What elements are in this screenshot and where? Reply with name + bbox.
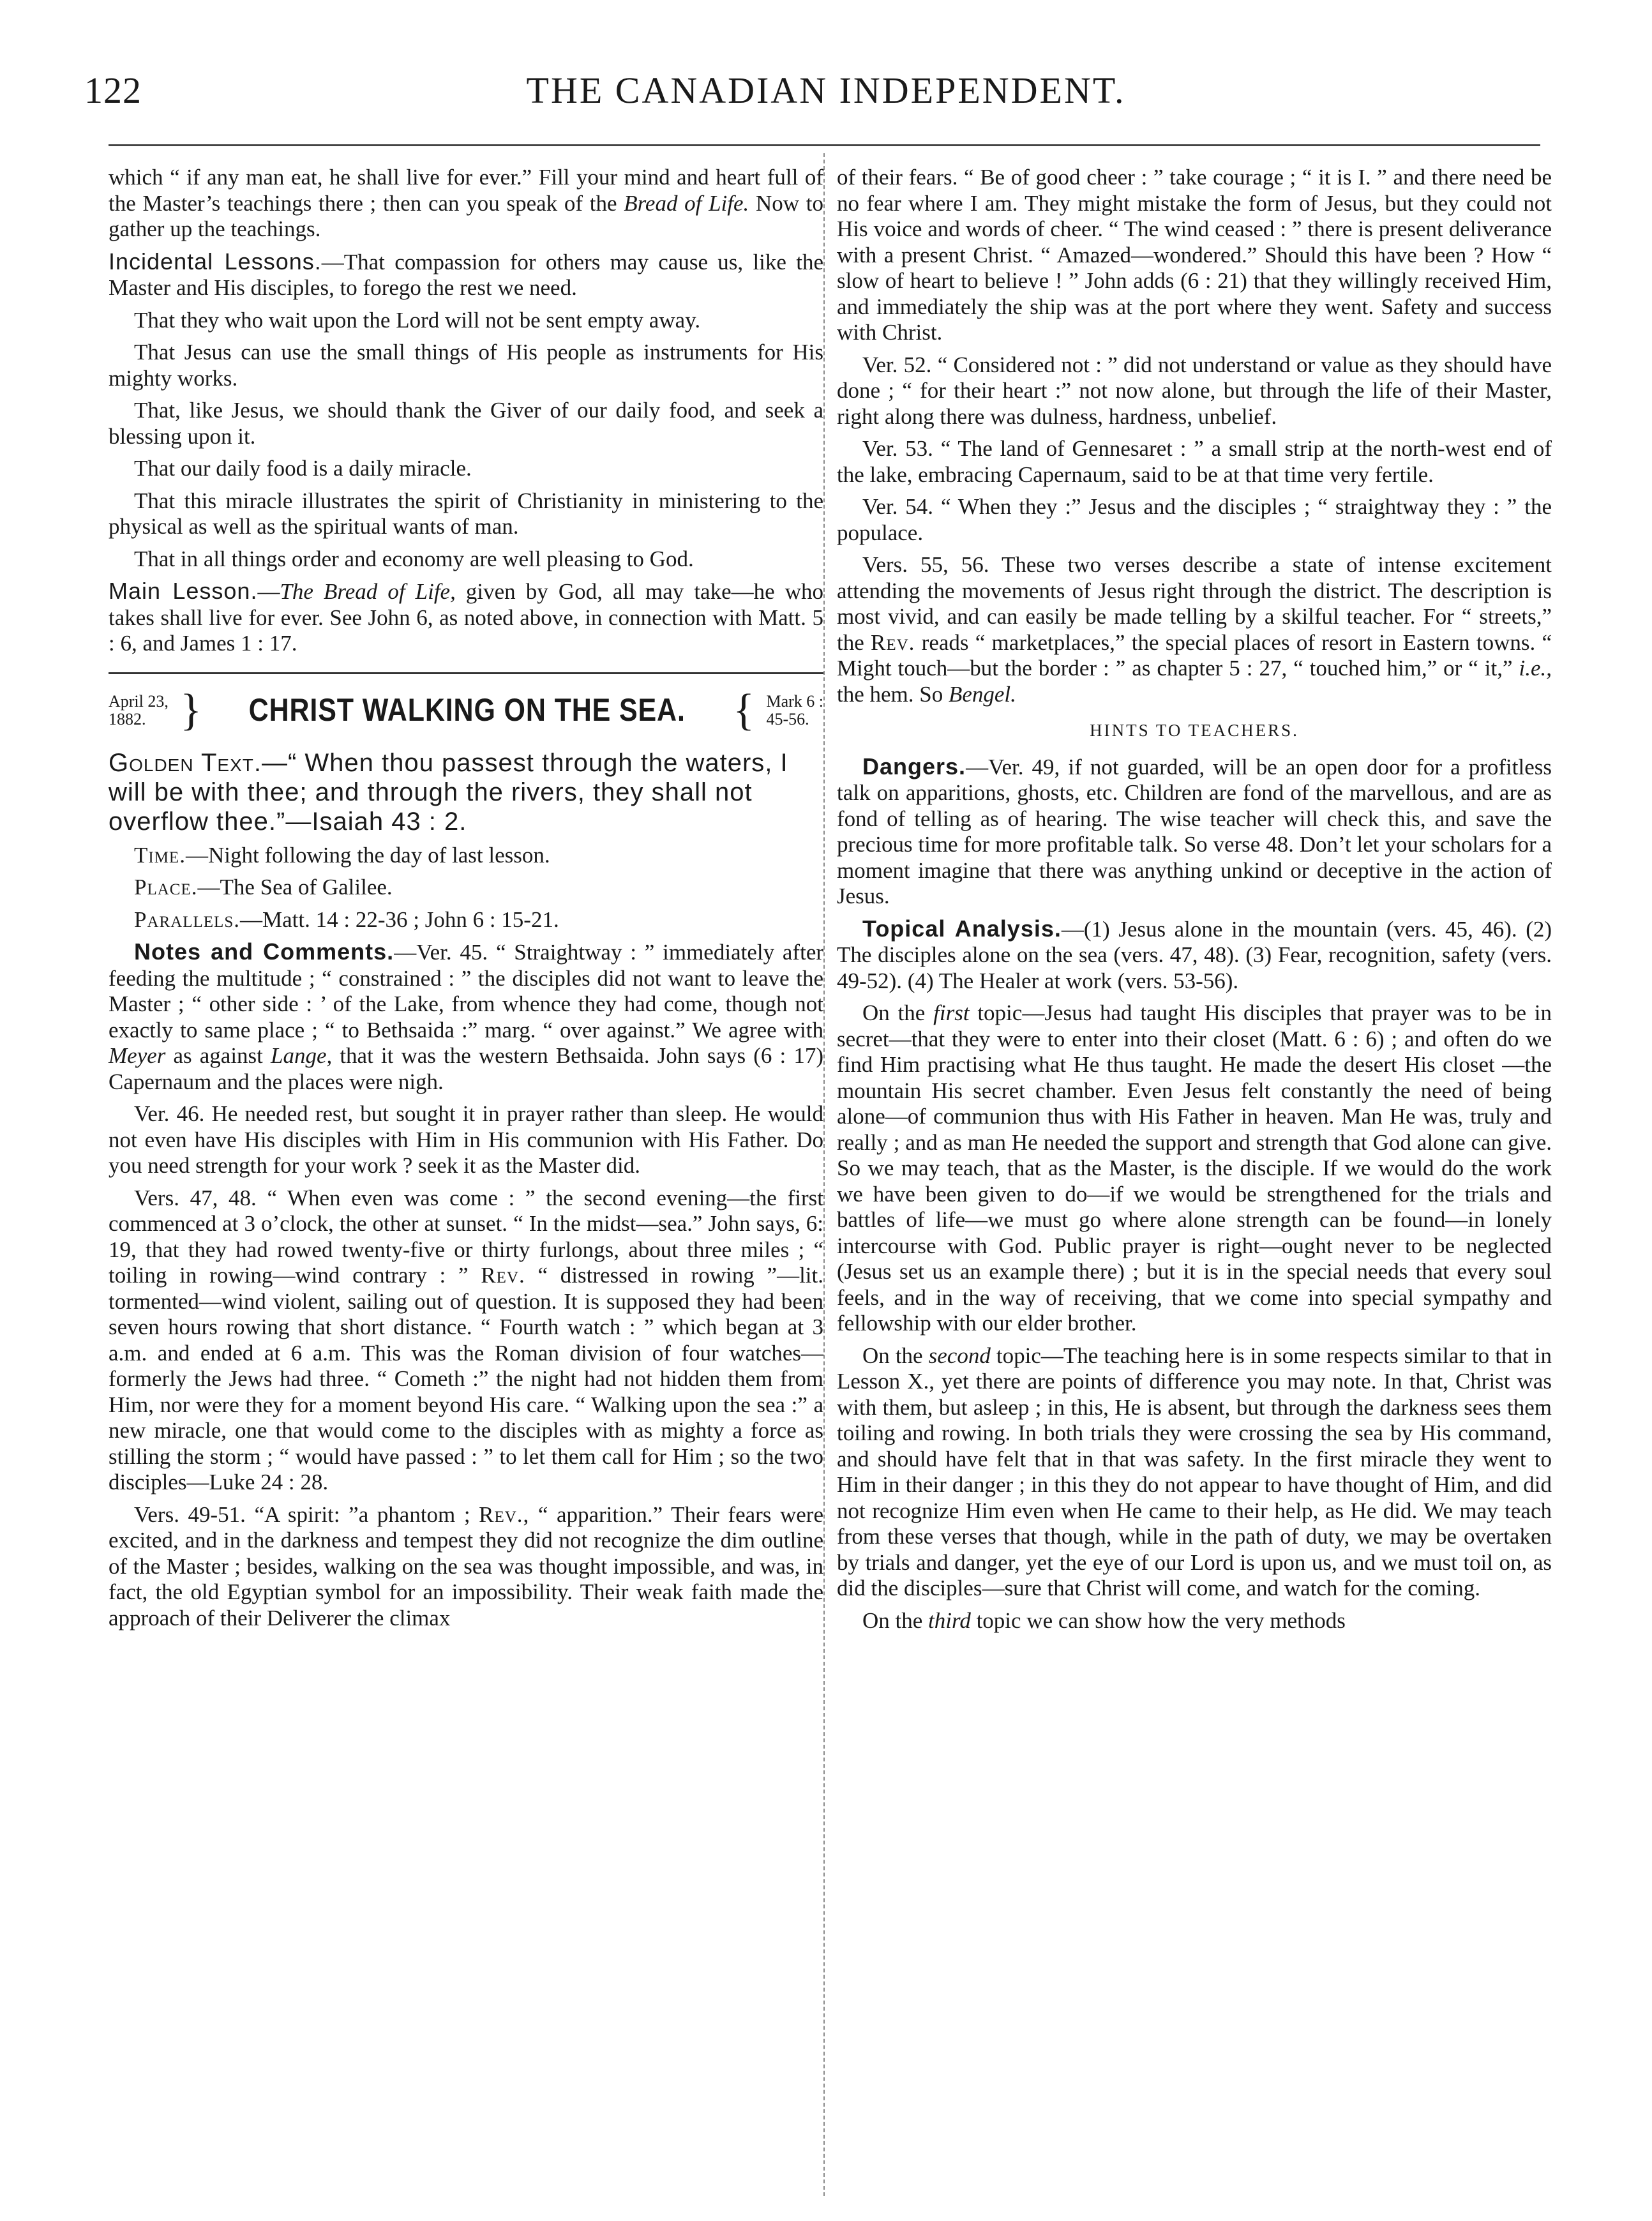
golden-text: Golden Text.—“ When thou passest through the waters, I will be with thee; and through the rivers, they shall not overflow thee.”—Isaiah 43 : 2. <box>109 748 788 836</box>
topical-analysis-heading: Topical Analysis. <box>862 915 1062 942</box>
time-line: Time.—Night following the day of last lesson. <box>134 842 550 868</box>
main-lesson: Main Lesson.—The Bread of Life, given by God, all may take—he who takes shall live for ever. See John 6, as noted above, in connection with Matt. 5 : 6, and James 1 : 17. <box>109 578 823 656</box>
first-topic: On the first topic—Jesus had taught His disciples that prayer was to be in secret—that they were to enter into their closet (Matt. 6 : 6) ; and often do we find Him practising what He thus taught. He made the desert His closet —the mountain His secret chamber. Even Jesus felt constantly the need of being alone—of communion thus with His Father in heaven. Man He was, truly and really ; and as man He needed the support and strength that God alone can give. So we may teach, that as the Master, is the disciple. If we would do the work we have been given to do—if we would be strengthened for the trials and battles of life—we must go where alone strength can be found—in lonely intercourse with God. Public prayer is right—ought never to be neglected (Jesus set us an example there) ; but it is in the special needs that every soul feels, and in the way of receiving, that we come into special sympathy and fellowship with our elder brother. <box>837 1000 1552 1336</box>
brace-glyph: } <box>180 685 202 735</box>
column-divider <box>823 153 825 2196</box>
page-number: 122 <box>84 70 142 111</box>
lesson-item: That, like Jesus, we should thank the Giver of our daily food, and seek a blessing upon it. <box>109 398 823 449</box>
incidental-lessons-heading: Incidental Lessons. <box>109 248 322 275</box>
opening-paragraph: which “ if any man eat, he shall live for ever.” Fill your mind and heart full of the Master’s teachings there ; then can you speak of the Bread of Life. Now to gather up the teachings. <box>109 165 823 241</box>
dangers-paragraph: Dangers.—Ver. 49, if not guarded, will be an open door for a profitless talk on apparitions, ghosts, etc. Children are fond of the marvellous, and are as fond of telling as of hearing. The wise teacher will check this, and save the precious time for more profitable talk. So verse 48. Don’t let your scholars for a moment imagine that there was anything unkind or deceptive in the action of Jesus. <box>837 753 1552 908</box>
verse-52-note: Ver. 52. “ Considered not : ” did not understand or value as they should have done ; “ for their heart :” not now alone, but through the life of their Master, right along there was dulness, hardness, unbelief. <box>837 352 1552 429</box>
notes-heading: Notes and Comments. <box>134 938 394 965</box>
hints-to-teachers-heading: HINTS TO TEACHERS. <box>1090 721 1299 740</box>
notes-and-comments: Notes and Comments.—Ver. 45. “ Straightway : ” immediately after feeding the multitude ; “ constrained : ” the disciples did not want to leave the Master ; “ other side : ’ of the Lake, from whence they had come, though not exactly to same place ; “ to Bethsaida :” marg. “ over against.” We agree with Meyer as against Lange, that it was the western Bethsaida. John says (6 : 17) Capernaum and the places were nigh. <box>109 938 824 1094</box>
page-header <box>0 69 1652 133</box>
main-lesson-heading: Main Lesson. <box>109 578 258 604</box>
dangers-heading: Dangers. <box>862 753 966 779</box>
lesson-item: That our daily food is a daily miracle. <box>134 456 472 481</box>
parallels-line: Parallels.—Matt. 14 : 22-36 ; John 6 : 15-21. <box>134 907 559 932</box>
incidental-lessons: Incidental Lessons.—That compassion for others may cause us, like the Master and His disciples, to forego the rest we need. <box>109 248 823 300</box>
third-topic: On the third topic we can show how the very methods <box>862 1607 1346 1633</box>
verse-53-note: Ver. 53. “ The land of Gennesaret : ” a small strip at the north-west end of the lake, embracing Capernaum, said to be at that time very fertile. <box>837 436 1552 487</box>
verse-54-note: Ver. 54. “ When they :” Jesus and the disciples ; “ straightway they : ” the populace. <box>837 494 1552 545</box>
lesson-date: April 23, 1882. <box>109 691 169 728</box>
verses-49-51-note: Vers. 49-51. “A spirit: ”a phantom ; Rev., “ apparition.” Their fears were excited, and in the darkness and tempest they did not recognize the dim outline of the Master ; besides, walking on the sea was thought impossible, and was, in fact, the old Egyptian symbol for an impossibility. Their weak faith made the approach of their Deliverer the climax <box>109 1502 823 1630</box>
brace-glyph: { <box>733 685 755 735</box>
lesson-heading <box>109 685 823 735</box>
topical-analysis: Topical Analysis.—(1) Jesus alone in the mountain (vers. 45, 46). (2) The disciples alone on the sea (vers. 47, 48). (3) Fear, recognition, safety (vers. 49-52). (4) The Healer at work (vers. 53-56). <box>837 915 1552 993</box>
lesson-item: That this miracle illustrates the spirit of Christianity in ministering to the physical as well as the spiritual wants of man. <box>109 488 823 539</box>
lesson-item: That in all things order and economy are well pleasing to God. <box>134 546 694 571</box>
verses-47-48-note: Vers. 47, 48. “ When even was come : ” the second evening—the first commenced at 3 o’clock, the other at sunset. “ In the midst—sea.” John says, 6: 19, that they had rowed twenty-five or thirty furlongs, about three miles ; “ toiling in rowing—wind contrary : ” Rev. “ distressed in rowing ”—lit. tormented—wind violent, sailing out of question. It is supposed they had been seven hours rowing that short distance. “ Fourth watch : ” which began at 3 a.m. and ended at 6 a.m. This was the Roman division of four watches—formerly the Jews had three. “ Cometh :” the night had not hidden them from Him, nor were they for a moment beyond His care. “ Walking upon the sea :” a new miracle, one that would come to the disciples with as mighty a force as stilling the storm ; “ would have passed : ” to let them call for Him ; so the two disciples—Luke 24 : 28. <box>109 1185 824 1494</box>
lesson-item: That Jesus can use the small things of His people as instruments for His mighty works. <box>109 340 823 391</box>
section-rule <box>109 672 823 674</box>
lesson-item: That they who wait upon the Lord will not be sent empty away. <box>134 307 701 333</box>
left-column <box>109 165 823 1638</box>
right-column <box>837 165 1552 1640</box>
verses-55-56-note: Vers. 55, 56. These two verses describe a state of intense excitement attending the movements of Jesus right through the district. The description is most vivid, and can easily be made telling by a skilful teacher. For “ streets,” the Rev. reads “ marketplaces,” the special places of resort in Eastern towns. “ Might touch—but the border : ” as chapter 5 : 27, “ touched him,” or “ it,” i.e., the hem. So Bengel. <box>837 552 1552 707</box>
place-line: Place.—The Sea of Galilee. <box>134 875 393 900</box>
lesson-reference: Mark 6 : 45-56. <box>766 691 823 728</box>
journal-title: THE CANADIAN INDEPENDENT. <box>526 70 1126 111</box>
header-rule <box>109 144 1540 146</box>
continued-paragraph: of their fears. “ Be of good cheer : ” take courage ; “ it is I. ” and there need be no fear where I am. They might mistake the form of Jesus, but they could not His voice and words of cheer. “ The wind ceased : ” there is present deliverance with a present Christ. “ Amazed—wondered.” Should this have been ? How “ slow of heart to believe ! ” John adds (6 : 21) that they willingly received Him, and immediately the ship was at the port where they went. Safety and success with Christ. <box>837 165 1552 345</box>
second-topic: On the second topic—The teaching here is in some respects similar to that in Lesson X., yet there are points of difference you may note. In that, Christ was with them, but asleep ; in this, He is absent, but through the darkness sees them toiling and rowing. In both trials they were crossing the sea by His command, and should have felt that in that was safety. In the first miracle they went to Him in their danger ; in this they do not appear to have thought of Him, and did not recognize Him even when He came to their help, as He did. We may teach from these verses that though, while in the path of duty, we may be overtaken by trials and danger, yet the eye of our Lord is upon us, and we must toil on, as did the disciples—sure that Christ will come, and watch for the coming. <box>837 1343 1552 1600</box>
lesson-title: CHRIST WALKING ON THE SEA. <box>249 692 686 728</box>
verse-46-note: Ver. 46. He needed rest, but sought it in prayer rather than sleep. He would not even have His disciples with Him in His communion with His Father. Do you need strength for your work ? seek it as the Master did. <box>109 1101 823 1178</box>
golden-text-label: Golden Text. <box>109 748 262 777</box>
